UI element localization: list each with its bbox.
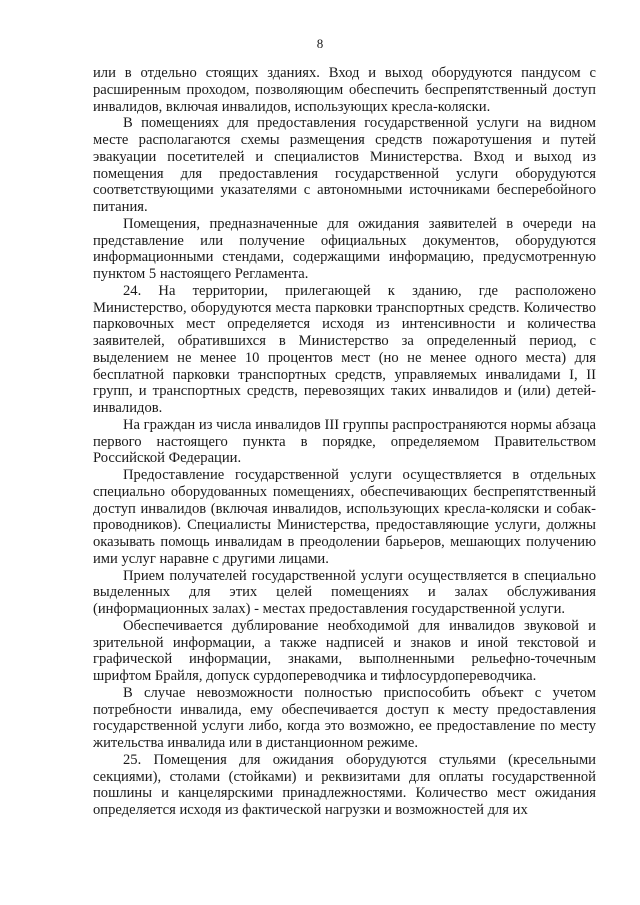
- paragraph: На граждан из числа инвалидов III группы распространяются нормы абзаца первого настоящего пункта в порядке, определяемом Правительством Российской Федерации.: [93, 416, 596, 467]
- paragraph: В случае невозможности полностью приспособить объект с учетом потребности инвалида, ему обеспечивается доступ к месту предоставления государственной услуги либо, когда это возможно, ее предоставление по месту жительства инвалида или в дистанционном режиме.: [93, 684, 596, 751]
- paragraph: 24. На территории, прилегающей к зданию, где расположено Министерство, оборудуются места парковки транспортных средств. Количество парковочных мест определяется исходя из интенсивности и количества заявителей, обратившихся в Министерство за определенный период, с выделением не менее 10 процентов мест (но не менее одного места) для бесплатной парковки транспортных средств, управляемых инвалидами I, II групп, и транспортных средств, перевозящих таких инвалидов и (или) детей-инвалидов.: [93, 282, 596, 416]
- paragraph: Помещения, предназначенные для ожидания заявителей в очереди на представление или получение официальных документов, оборудуются информационными стендами, содержащими информацию, предусмотренную пунктом 5 настоящего Регламента.: [93, 215, 596, 282]
- paragraph: 25. Помещения для ожидания оборудуются стульями (кресельными секциями), столами (стойками) и реквизитами для оплаты государственной пошлины и канцелярскими принадлежностями. Количество мест ожидания определяется исходя из фактической нагрузки и возможностей для их: [93, 751, 596, 818]
- paragraph: или в отдельно стоящих зданиях. Вход и выход оборудуются пандусом с расширенным проходом, позволяющим обеспечить беспрепятственный доступ инвалидов, включая инвалидов, использующих кресла-коляски.: [93, 65, 596, 115]
- page-number: 8: [316, 36, 324, 51]
- paragraph: В помещениях для предоставления государственной услуги на видном месте располагаются схемы размещения средств пожаротушения и путей эвакуации посетителей и специалистов Министерства. Вход и выход из помещения для предоставления государственной услуги оборудуются соответствующими указателями с автономными источниками бесперебойного питания.: [93, 115, 596, 215]
- paragraph: Обеспечивается дублирование необходимой для инвалидов звуковой и зрительной информации, а также надписей и знаков и иной текстовой и графической информации, знаками, выполненными рельефно-точечным шрифтом Брайля, допуск сурдопереводчика и тифлосурдопереводчика.: [93, 617, 596, 684]
- paragraph: Предоставление государственной услуги осуществляется в отдельных специально оборудованных помещениях, обеспечивающих беспрепятственный доступ инвалидов (включая инвалидов, использующих кресла-коляски и собак-проводников). Специалисты Министерства, предоставляющие услуги, должны оказывать помощь инвалидам в преодолении барьеров, мешающих получению ими услуг наравне с другими лицами.: [93, 467, 596, 567]
- document-body: [93, 65, 596, 819]
- paragraph: Прием получателей государственной услуги осуществляется в специально выделенных для этих целей помещениях и залах обслуживания (информационных залах) - местах предоставления государственной услуги.: [93, 567, 596, 617]
